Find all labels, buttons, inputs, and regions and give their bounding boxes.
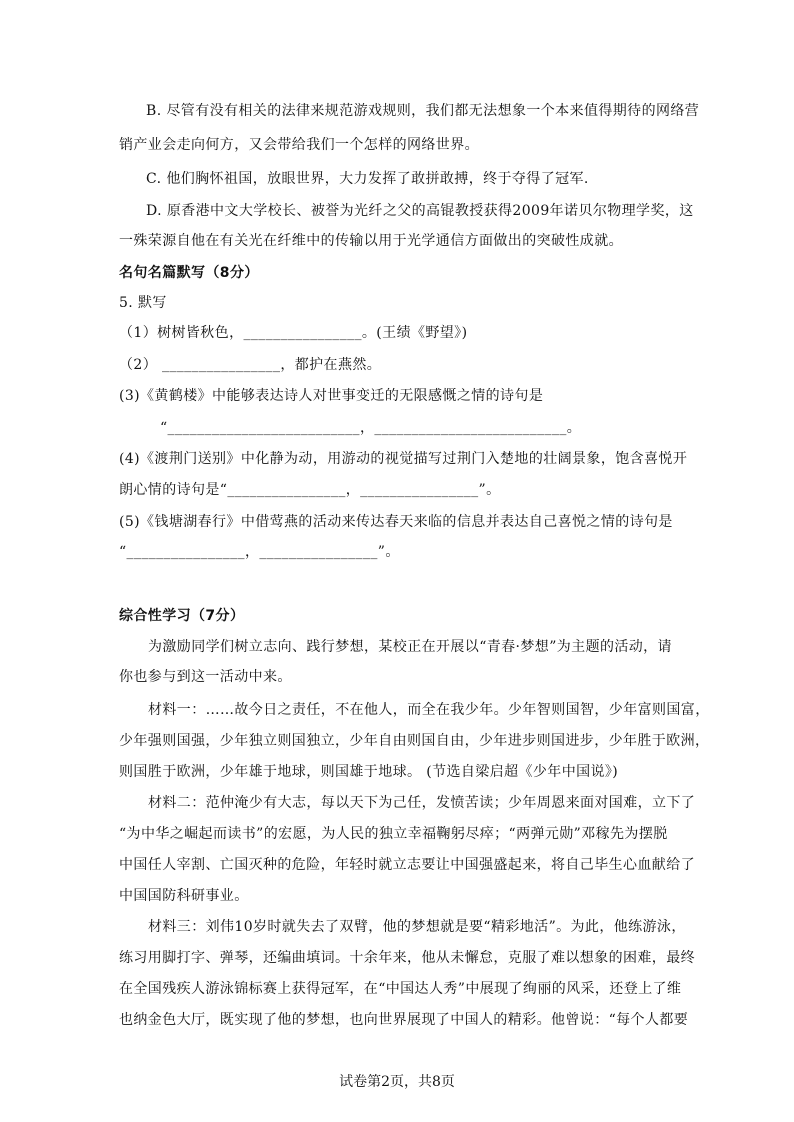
material-3-line-3: 在全国残疾人游泳锦标赛上获得冠军，在“中国达人秀”中展现了绚丽的风采，还登上了维 (119, 981, 682, 997)
material-1-line-2: 少年强则国强，少年独立则国独立，少年自由则国自由，少年进步则国进步，少年胜于欧洲， (119, 733, 710, 749)
material-2-line-4: 中国国防科研事业。 (119, 888, 249, 904)
material-3-line-4: 也纳金色大厅，既实现了他的梦想，也向世界展现了中国人的精彩。他曾说：“每个人都要 (119, 1012, 689, 1028)
dictation-item-1: （1）树树皆秋色，________________。(王绩《野望》) (119, 325, 468, 341)
page-footer: 试卷第2页，共8页 (339, 1074, 455, 1090)
dictation-item-3: (3)《黄鹤楼》中能够表达诗人对世事变迁的无限感慨之情的诗句是 (119, 388, 544, 404)
material-1-line-3: 则国胜于欧洲，少年雄于地球，则国雄于地球。 (节选自梁启超《少年中国说》) (119, 764, 619, 780)
dictation-item-2: （2） ________________，都护在燕然。 (119, 357, 382, 373)
comprehensive-heading: 综合性学习（7分） (119, 608, 245, 624)
material-1-line-1: 材料一：……故今日之责任，不在他人，而全在我少年。少年智则国智，少年富则国富， (148, 702, 710, 718)
material-2-line-3: 中国任人宰割、亡国灭种的危险，年轻时就立志要让中国强盛起来，将自己毕生心血献给了 (119, 857, 695, 873)
material-2-line-1: 材料二：范仲淹少有大志，每以天下为己任，发愤苦读；少年周恩来面对国难，立下了 (148, 795, 696, 811)
dictation-item-5-blanks: “________________，________________”。 (119, 544, 400, 560)
intro-line-2: 你也参与到这一活动中来。 (119, 669, 292, 685)
material-3-line-1: 材料三：刘伟10岁时就失去了双臂，他的梦想就是要“精彩地活”。为此，他练游泳， (148, 919, 686, 935)
dictation-item-5: (5)《钱塘湖春行》中借莺燕的活动来传达春天来临的信息并表达自己喜悦之情的诗句是 (119, 514, 673, 530)
option-d-line-2: 一殊荣源自他在有关光在纤维中的传输以用于光学通信方面做出的突破性成就。 (119, 233, 623, 249)
option-d-line-1: D. 原香港中文大学校长、被誉为光纤之父的高锟教授获得2009年诺贝尔物理学奖，这 (146, 203, 694, 219)
dictation-item-4: (4)《渡荆门送别》中化静为动，用游动的视觉描写过荆门入楚地的壮阔景象，饱含喜悦开 (119, 451, 688, 467)
option-c: C. 他们胸怀祖国，放眼世界，大力发挥了敢拼敢搏，终于夺得了冠军. (146, 171, 589, 187)
option-b-line-2: 销产业会走向何方，又会带给我们一个怎样的网络世界。 (119, 137, 479, 153)
material-2-line-2: “为中华之崛起而读书”的宏愿，为人民的独立幸福鞠躬尽瘁；“两弹元勋”邓稼先为摆脱 (119, 826, 668, 842)
dictation-item-3-blanks: “__________________________，__________________________。 (160, 420, 582, 436)
material-3-line-2: 练习用脚打字、弹琴，还编曲填词。十余年来，他从未懈怠，克服了难以想象的困难，最终 (119, 950, 695, 966)
option-b-line-1: B. 尽管有没有相关的法律来规范游戏规则，我们都无法想象一个本来值得期待的网络营 (146, 103, 700, 119)
dictation-item-4-blanks: 朗心情的诗句是“________________，________________”。 (119, 482, 501, 498)
dictation-heading: 名句名篇默写（8分） (119, 265, 259, 281)
question-5-title: 5. 默写 (119, 295, 167, 311)
intro-line-1: 为激励同学们树立志向、践行梦想，某校正在开展以“青春·梦想”为主题的活动，请 (148, 639, 672, 655)
